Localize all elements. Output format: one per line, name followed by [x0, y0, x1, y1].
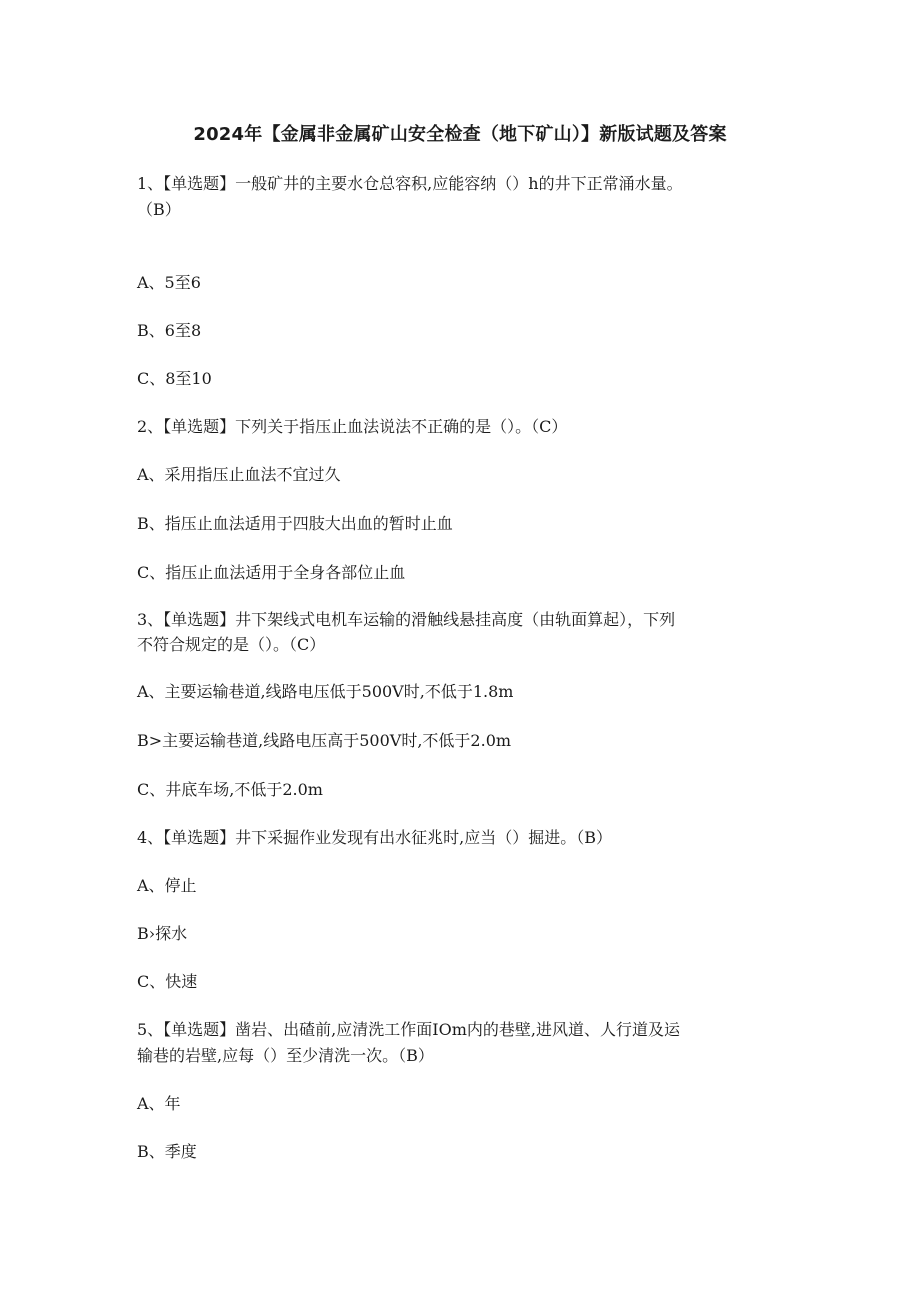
question-2-option-c: C、指压止血法适用于全身各部位止血: [137, 563, 406, 582]
question-5-stem-line-1: 5、【单选题】凿岩、出碴前,应清洗工作面IOm内的巷壁,进风道、人行道及运: [137, 1020, 680, 1039]
question-4-option-c: C、快速: [137, 972, 198, 991]
question-4-option-b: B›探水: [137, 924, 188, 943]
question-1-option-b: B、6至8: [137, 321, 202, 340]
question-3-stem-line-2: 不符合规定的是（）。（C）: [137, 635, 326, 654]
question-1-stem-line-2: （B）: [137, 200, 181, 219]
question-2-option-a: A、采用指压止血法不宜过久: [137, 465, 341, 484]
document-title: 2024年【金属非金属矿山安全检查（地下矿山）】新版试题及答案: [193, 124, 727, 145]
question-3-stem-line-1: 3、【单选题】井下架线式电机车运输的滑触线悬挂高度（由轨面算起），下列: [137, 610, 676, 629]
question-2-stem-line-1: 2、【单选题】下列关于指压止血法说法不正确的是（）。（C）: [137, 417, 568, 436]
question-1-option-a: A、5至6: [137, 273, 201, 292]
question-2-option-b: B、指压止血法适用于四肢大出血的暂时止血: [137, 514, 453, 533]
question-5-option-b: B、季度: [137, 1142, 197, 1161]
question-5-option-a: A、年: [137, 1094, 181, 1113]
question-3-option-c: C、井底车场,不低于2.0m: [137, 780, 323, 799]
question-5-stem-line-2: 输巷的岩壁,应每（）至少清洗一次。（B）: [137, 1046, 434, 1065]
question-4-option-a: A、停止: [137, 876, 197, 895]
question-4-stem-line-1: 4、【单选题】井下采掘作业发现有出水征兆时,应当（）掘进。（B）: [137, 828, 613, 847]
question-1-stem-line-1: 1、【单选题】一般矿井的主要水仓总容积,应能容纳（）h的井下正常涌水量。: [137, 174, 683, 193]
question-1-option-c: C、8至10: [137, 369, 212, 388]
question-3-option-b: B>主要运输巷道,线路电压高于500V时,不低于2.0m: [137, 731, 512, 750]
question-3-option-a: A、主要运输巷道,线路电压低于500V时,不低于1.8m: [137, 682, 514, 701]
